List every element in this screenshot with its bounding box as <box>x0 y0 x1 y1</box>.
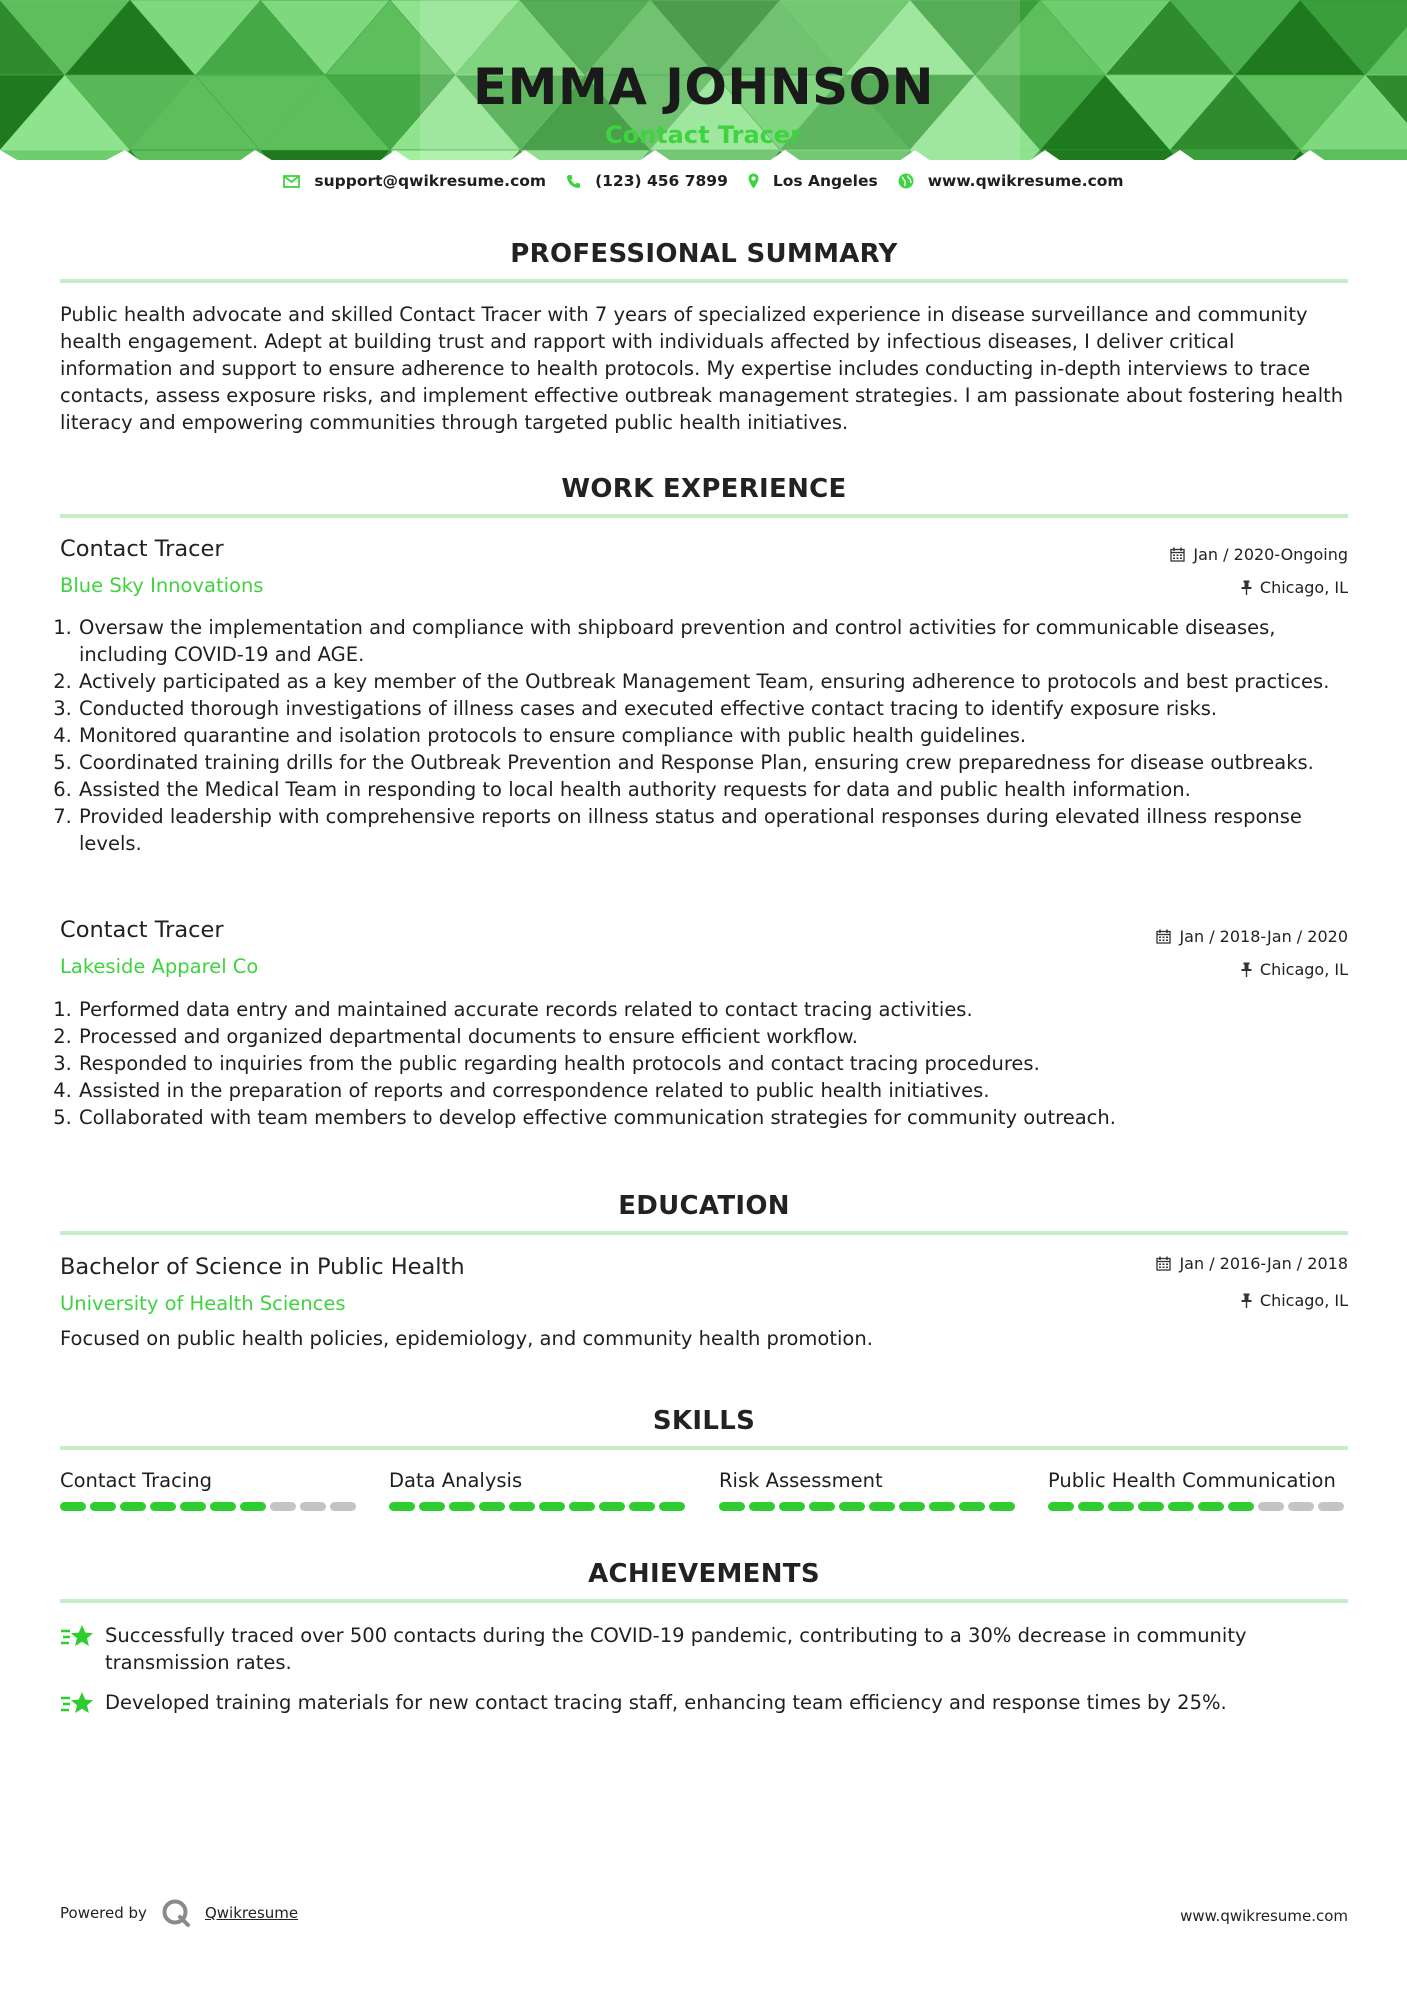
phone-text: (123) 456 7899 <box>595 172 728 190</box>
list-item: 6. Assisted the Medical Team in responding to local health authority requests for data and public health information. <box>78 776 1350 803</box>
skill-item <box>1048 1469 1348 1511</box>
contact-bar <box>0 172 1407 190</box>
section-title-achievements: ACHIEVEMENTS <box>588 1559 820 1589</box>
skill-segment-filled <box>749 1502 775 1511</box>
list-item: 7. Provided leadership with comprehensive reports on illness status and operational responses during elevated illness response levels. <box>78 803 1350 857</box>
globe-icon <box>898 173 914 189</box>
skill-segment-filled <box>659 1502 685 1511</box>
list-item: 3. Responded to inquiries from the public regarding health protocols and contact tracing procedures. <box>78 1050 1350 1077</box>
skills-section-header <box>60 1406 1348 1450</box>
list-item: 2. Actively participated as a key member of the Outbreak Management Team, ensuring adherence to protocols and best practices. <box>78 668 1350 695</box>
section-title-experience: WORK EXPERIENCE <box>561 474 847 504</box>
map-pin-icon <box>748 173 759 189</box>
job-location <box>1241 578 1348 597</box>
website-text: www.qwikresume.com <box>927 172 1124 190</box>
job-location-text: Chicago, IL <box>1259 578 1348 597</box>
skill-segment-filled <box>809 1502 835 1511</box>
summary-section-header <box>60 239 1348 283</box>
job-dates <box>1170 545 1348 564</box>
job-company: Lakeside Apparel Co <box>60 955 259 978</box>
phone-icon <box>566 174 581 189</box>
calendar-icon <box>1170 547 1185 562</box>
skill-segment-filled <box>509 1502 535 1511</box>
list-item: 3. Conducted thorough investigations of illness cases and executed effective contact tracing to identify exposure risks. <box>78 695 1350 722</box>
skill-segment-filled <box>899 1502 925 1511</box>
skill-segment-filled <box>389 1502 415 1511</box>
summary-text: Public health advocate and skilled Contact Tracer with 7 years of specialized experience in disease surveillance and community health engagement. Adept at building trust and rapport with individuals affected by infectious diseases, I deliver critical information and support to ensure adherence to health protocols. My expertise includes conducting in-depth interviews to trace contacts, assess exposure risks, and implement effective outbreak management strategies. I am passionate about fostering health literacy and empowering communities through targeted public health initiatives. <box>60 303 1344 434</box>
job-bullets <box>55 996 1350 1131</box>
section-divider <box>60 1446 1348 1450</box>
skill-segment-filled <box>839 1502 865 1511</box>
skill-item <box>389 1469 689 1511</box>
skill-segment-filled <box>240 1502 266 1511</box>
section-title-education: EDUCATION <box>618 1191 790 1221</box>
skill-segment-filled <box>1228 1502 1254 1511</box>
skill-segment-filled <box>449 1502 475 1511</box>
skill-segment-filled <box>599 1502 625 1511</box>
skill-level-bar <box>719 1502 1019 1511</box>
skill-segment-filled <box>869 1502 895 1511</box>
skill-item <box>719 1469 1019 1511</box>
location-text: Los Angeles <box>772 172 878 190</box>
achievements-section-header <box>60 1559 1348 1603</box>
skill-segment-filled <box>479 1502 505 1511</box>
list-item: 4. Assisted in the preparation of reports and correspondence related to public health initiatives. <box>78 1077 1350 1104</box>
job-location-text: Chicago, IL <box>1259 960 1348 979</box>
skill-segment-empty <box>1318 1502 1344 1511</box>
job-dates-text: Jan / 2018-Jan / 2020 <box>1179 927 1348 946</box>
job-location <box>1241 960 1348 979</box>
skill-segment-filled <box>539 1502 565 1511</box>
skill-segment-filled <box>779 1502 805 1511</box>
powered-by-label: Powered by <box>60 1904 147 1922</box>
skill-level-bar <box>60 1502 360 1511</box>
skill-segment-empty <box>300 1502 326 1511</box>
skill-segment-filled <box>719 1502 745 1511</box>
education-location-text: Chicago, IL <box>1259 1291 1348 1310</box>
skill-item <box>60 1469 360 1511</box>
list-item: 5. Collaborated with team members to develop effective communication strategies for community outreach. <box>78 1104 1350 1131</box>
list-item: 2. Processed and organized departmental documents to ensure efficient workflow. <box>78 1023 1350 1050</box>
skill-segment-filled <box>60 1502 86 1511</box>
skill-segment-filled <box>1168 1502 1194 1511</box>
skill-segment-empty <box>330 1502 356 1511</box>
footer-website[interactable]: www.qwikresume.com <box>1180 1907 1348 1925</box>
list-item: 1. Performed data entry and maintained accurate records related to contact tracing activities. <box>78 996 1350 1023</box>
skill-segment-empty <box>1258 1502 1284 1511</box>
skill-segment-filled <box>150 1502 176 1511</box>
skill-segment-filled <box>1048 1502 1074 1511</box>
skill-segment-filled <box>1138 1502 1164 1511</box>
pin-icon <box>1241 1293 1252 1308</box>
skill-name: Risk Assessment <box>719 1469 883 1492</box>
contact-website[interactable] <box>898 172 1124 190</box>
qwikresume-logo-icon <box>161 1898 191 1928</box>
section-divider <box>60 1599 1348 1603</box>
achievement-item <box>60 1622 1348 1676</box>
experience-section-header <box>60 474 1348 518</box>
section-divider <box>60 1231 1348 1235</box>
pin-icon <box>1241 962 1252 977</box>
degree-title: Bachelor of Science in Public Health <box>60 1254 465 1280</box>
skill-segment-filled <box>1108 1502 1134 1511</box>
skill-name: Data Analysis <box>389 1469 523 1492</box>
skill-name: Contact Tracing <box>60 1469 212 1492</box>
section-title-skills: SKILLS <box>652 1406 756 1436</box>
skill-segment-filled <box>120 1502 146 1511</box>
skill-segment-filled <box>989 1502 1015 1511</box>
skill-level-bar <box>1048 1502 1348 1511</box>
skill-segment-filled <box>419 1502 445 1511</box>
job-title: Contact Tracer <box>60 917 224 943</box>
job-bullets <box>55 614 1350 857</box>
star-icon <box>60 1622 94 1650</box>
education-dates <box>1156 1254 1348 1273</box>
skill-segment-filled <box>180 1502 206 1511</box>
candidate-role: Contact Tracer <box>604 121 802 149</box>
education-dates-text: Jan / 2016-Jan / 2018 <box>1179 1254 1348 1273</box>
skill-segment-filled <box>629 1502 655 1511</box>
list-item: 5. Coordinated training drills for the Outbreak Prevention and Response Plan, ensuring crew preparedness for disease outbreaks. <box>78 749 1350 776</box>
skill-level-bar <box>389 1502 689 1511</box>
skill-segment-filled <box>210 1502 236 1511</box>
job-dates-text: Jan / 2020-Ongoing <box>1193 545 1348 564</box>
contact-location <box>748 172 878 190</box>
qwikresume-link[interactable]: Qwikresume <box>204 1904 299 1922</box>
list-item: 1. Oversaw the implementation and compliance with shipboard prevention and control activities for communicable diseases, including COVID-19 and AGE. <box>78 614 1350 668</box>
envelope-icon <box>283 175 300 188</box>
section-title-summary: PROFESSIONAL SUMMARY <box>510 239 898 269</box>
contact-phone[interactable] <box>566 172 728 190</box>
email-text: support@qwikresume.com <box>314 172 547 190</box>
section-divider <box>60 279 1348 283</box>
job-title: Contact Tracer <box>60 536 224 562</box>
education-location <box>1241 1291 1348 1310</box>
skill-segment-filled <box>1198 1502 1224 1511</box>
education-description: Focused on public health policies, epidemiology, and community health promotion. <box>60 1327 873 1350</box>
pin-icon <box>1241 580 1252 595</box>
skill-segment-filled <box>929 1502 955 1511</box>
calendar-icon <box>1156 929 1171 944</box>
skill-segment-filled <box>959 1502 985 1511</box>
candidate-name: EMMA JOHNSON <box>473 58 934 116</box>
footer-branding <box>60 1898 298 1928</box>
skill-segment-empty <box>270 1502 296 1511</box>
section-divider <box>60 514 1348 518</box>
skill-segment-empty <box>1288 1502 1314 1511</box>
job-company: Blue Sky Innovations <box>60 574 264 597</box>
achievement-item <box>60 1689 1348 1716</box>
skill-segment-filled <box>90 1502 116 1511</box>
list-item: 4. Monitored quarantine and isolation protocols to ensure compliance with public health guidelines. <box>78 722 1350 749</box>
contact-email[interactable] <box>283 172 546 190</box>
achievement-text: Developed training materials for new contact tracing staff, enhancing team efficiency and response times by 25%. <box>105 1691 1227 1714</box>
education-section-header <box>60 1191 1348 1235</box>
achievement-text: Successfully traced over 500 contacts during the COVID-19 pandemic, contributing to a 30% decrease in community transmission rates. <box>105 1624 1247 1674</box>
skill-segment-filled <box>1078 1502 1104 1511</box>
job-dates <box>1156 927 1348 946</box>
star-icon <box>60 1689 94 1717</box>
skill-segment-filled <box>569 1502 595 1511</box>
school-name: University of Health Sciences <box>60 1292 346 1315</box>
skill-name: Public Health Communication <box>1048 1469 1336 1492</box>
calendar-icon <box>1156 1256 1171 1271</box>
